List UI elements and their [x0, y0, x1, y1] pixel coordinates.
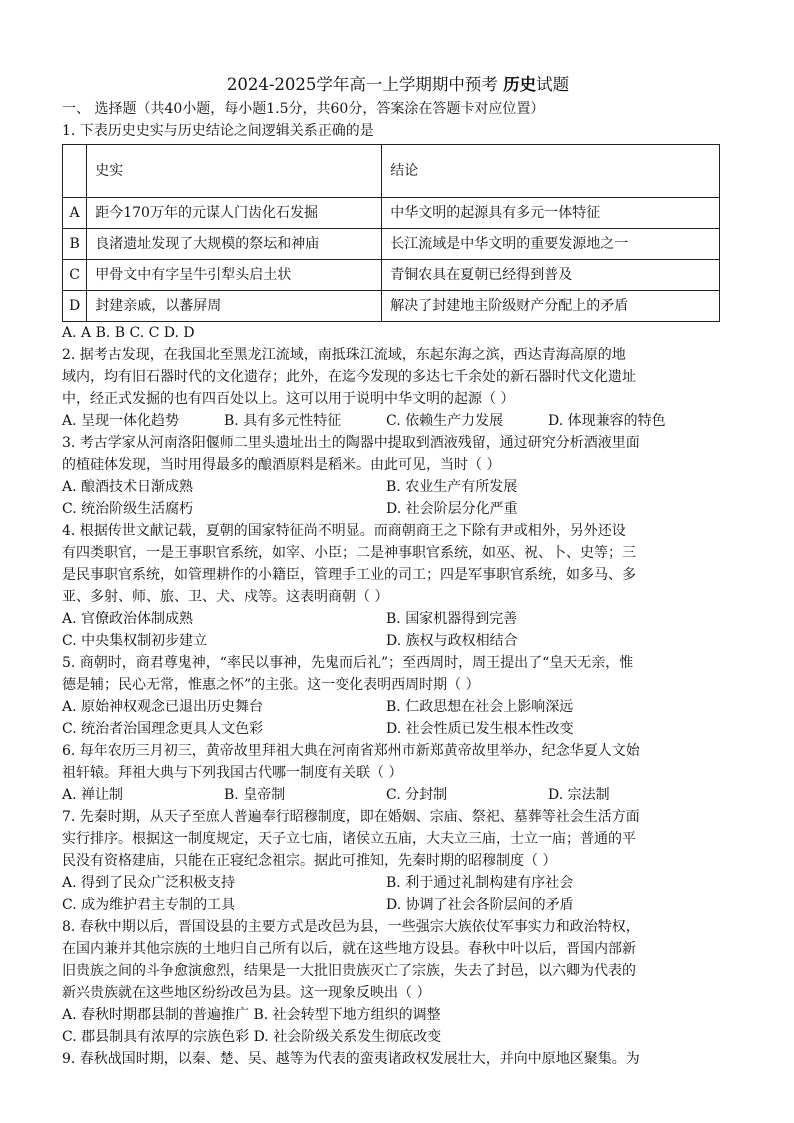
option-b: B. 利于通过礼制构建有序社会: [386, 875, 574, 891]
question-line: 旧贵族之间的斗争愈演愈烈，结果是一大批旧贵族灭亡了宗族，失去了封邑，以六卿为代表的: [62, 963, 636, 979]
option-b: B. 仁政思想在社会上影响深远: [386, 699, 574, 715]
question-1: [62, 120, 734, 344]
option-a: A. 禅让制: [62, 787, 124, 803]
table-row: [63, 291, 720, 322]
question-line: 亚、多射、师、旅、卫、犬、戍等。这表明商朝（ ）: [62, 589, 389, 605]
title-prefix: 2024-2025学年高一上学期期中预考: [226, 75, 504, 94]
option-d: D. 协调了社会各阶层间的矛盾: [386, 897, 574, 913]
question-line: 新兴贵族就在这些地区纷纷改邑为县。这一现象反映出（ ）: [62, 985, 431, 1001]
question-line: 7. 先秦时期，从天子至庶人普遍奉行昭穆制度，即在婚姻、宗庙、祭祀、墓葬等社会生活方面: [62, 809, 640, 825]
question-line: 4. 根据传世文献记载，夏朝的国家特征尚不明显。而商朝商王之下除有尹或相外，另外还设: [62, 523, 626, 539]
table-row: [63, 198, 720, 229]
question-3-options: [62, 476, 734, 498]
table-row: [63, 260, 720, 291]
question-line: 6. 每年农历三月初三，黄帝故里拜祖大典在河南省郑州市新郑黄帝故里举办，纪念华夏人文始: [62, 743, 640, 759]
question-line: 的植硅体发现，当时用得最多的酿酒原料是稻米。由此可见，当时（ ）: [62, 457, 501, 473]
question-2: [62, 344, 734, 432]
option-b: B. 国家机器得到完善: [386, 611, 518, 627]
option-d: D. 族权与政权相结合: [386, 633, 518, 649]
table-cell: A: [63, 198, 87, 229]
question-line: 德是辅；民心无常，惟惠之怀”的主张。这一变化表明西周时期（ ）: [62, 677, 480, 693]
title-suffix: 试题: [536, 75, 570, 94]
question-line: 是民事职官系统，如管理耕作的小籍臣，管理手工业的司工；四是军事职官系统，如多马、多: [62, 567, 636, 583]
table-header-cell: 史实: [87, 145, 382, 198]
table-row: [63, 229, 720, 260]
question-1-stem: 1. 下表历史史实与历史结论之间逻辑关系正确的是: [62, 123, 374, 139]
exam-page: [62, 74, 734, 1070]
option-d: D. 社会性质已发生根本性改变: [386, 721, 574, 737]
question-4-options: [62, 608, 734, 630]
table-cell: B: [63, 229, 87, 260]
question-line: 域内，均有旧石器时代的文化遗存；此外，在迄今发现的多达七千余处的新石器时代文化遗址: [62, 369, 636, 385]
table-header-cell: [63, 145, 87, 198]
question-8: [62, 916, 734, 1048]
table-cell: 长江流域是中华文明的重要发源地之一: [382, 229, 720, 260]
question-5: [62, 652, 734, 740]
question-line: 实行排序。根据这一制度规定，天子立七庙，诸侯立五庙，大夫立三庙，士立一庙；普通的平: [62, 831, 636, 847]
option-c: C. 分封制: [386, 787, 448, 803]
question-3: [62, 432, 734, 520]
question-line: 9. 春秋战国时期，以秦、楚、吴、越等为代表的蛮夷诸政权发展壮大，并向中原地区聚集。为: [62, 1051, 640, 1067]
table-cell: 中华文明的起源具有多元一体特征: [382, 198, 720, 229]
option-c: C. 中央集权制初步建立: [62, 633, 208, 649]
question-6: [62, 740, 734, 806]
table-header-row: [63, 145, 720, 198]
option-a: A. 酿酒技术日渐成熟: [62, 479, 194, 495]
question-1-table: [62, 144, 720, 322]
option-c: C. 成为维护君主专制的工具: [62, 897, 236, 913]
question-5-options: [62, 718, 734, 740]
question-line: 中，经正式发掘的也有四百处以上。这可以用于说明中华文明的起源（ ）: [62, 391, 515, 407]
table-cell: 良渚遗址发现了大规模的祭坛和神庙: [87, 229, 382, 260]
table-cell: 甲骨文中有字呈牛引犁头启土状: [87, 260, 382, 291]
option-d: D. 宗法制: [548, 787, 610, 803]
question-line: 有四类职官，一是王事职官系统，如宰、小臣；二是神事职官系统，如巫、祝、卜、史等；三: [62, 545, 636, 561]
option-a: A. 得到了民众广泛积极支持: [62, 875, 236, 891]
table-cell: D: [63, 291, 87, 322]
option-a: A. 呈现一体化趋势: [62, 413, 180, 429]
page-title: [62, 74, 734, 96]
question-line: 民没有资格建庙，只能在正寝纪念祖宗。据此可推知，先秦时期的昭穆制度（ ）: [62, 853, 557, 869]
question-5-options: [62, 696, 734, 718]
question-3-options: [62, 498, 734, 520]
question-7: [62, 806, 734, 916]
question-line: 8. 春秋中期以后，晋国设县的主要方式是改邑为县，一些强宗大族依仗军事实力和政治特权，: [62, 919, 640, 935]
question-4-options: [62, 630, 734, 652]
question-line: 5. 商朝时，商君尊鬼神，“率民以事神，先鬼而后礼”；至西周时，周王提出了“皇天无亲，惟: [62, 655, 634, 671]
table-cell: 青铜农具在夏朝已经得到普及: [382, 260, 720, 291]
option-d: D. 体现兼容的特色: [548, 413, 666, 429]
question-1-options: A. A B. B C. C D. D: [62, 325, 195, 341]
question-7-options: [62, 872, 734, 894]
table-cell: C: [63, 260, 87, 291]
option-d: D. 社会阶层分化严重: [386, 501, 518, 517]
question-line: 3. 考古学家从河南洛阳偃师二里头遗址出土的陶器中提取到酒液残留，通过研究分析酒液里面: [62, 435, 640, 451]
section-heading: 一、 选择题（共40小题，每小题1.5分，共60分，答案涂在答题卡对应位置）: [62, 101, 545, 117]
option-c: C. 依赖生产力发展: [386, 413, 504, 429]
table-cell: 解决了封建地主阶级财产分配上的矛盾: [382, 291, 720, 322]
option-b: B. 皇帝制: [224, 787, 286, 803]
option-c: C. 统治阶级生活腐朽: [62, 501, 194, 517]
question-8-options: A. 春秋时期郡县制的普遍推广 B. 社会转型下地方组织的调整: [62, 1007, 441, 1023]
table-header-cell: 结论: [382, 145, 720, 198]
option-b: B. 具有多元性特征: [224, 413, 342, 429]
question-4: [62, 520, 734, 652]
question-6-options: [62, 784, 734, 806]
table-cell: 距今170万年的元谋人门齿化石发掘: [87, 198, 382, 229]
question-line: 祖轩辕。拜祖大典与下列我国古代哪一制度有关联（ ）: [62, 765, 403, 781]
table-cell: 封建亲戚，以蕃屏周: [87, 291, 382, 322]
option-a: A. 原始神权观念已退出历史舞台: [62, 699, 264, 715]
title-subject: 历史: [503, 75, 537, 94]
question-line: 2. 据考古发现，在我国北至黑龙江流域，南抵珠江流域，东起东海之滨，西达青海高原的地: [62, 347, 626, 363]
question-line: 在国内兼并其他宗族的土地归自己所有以后，就在这些地方设县。春秋中叶以后，晋国内部新: [62, 941, 636, 957]
option-c: C. 统治者治国理念更具人文色彩: [62, 721, 264, 737]
question-9: [62, 1048, 734, 1070]
option-a: A. 官僚政治体制成熟: [62, 611, 194, 627]
option-b: B. 农业生产有所发展: [386, 479, 518, 495]
question-7-options: [62, 894, 734, 916]
question-2-options: [62, 410, 734, 432]
question-8-options: C. 郡县制具有浓厚的宗族色彩 D. 社会阶级关系发生彻底改变: [62, 1029, 442, 1045]
